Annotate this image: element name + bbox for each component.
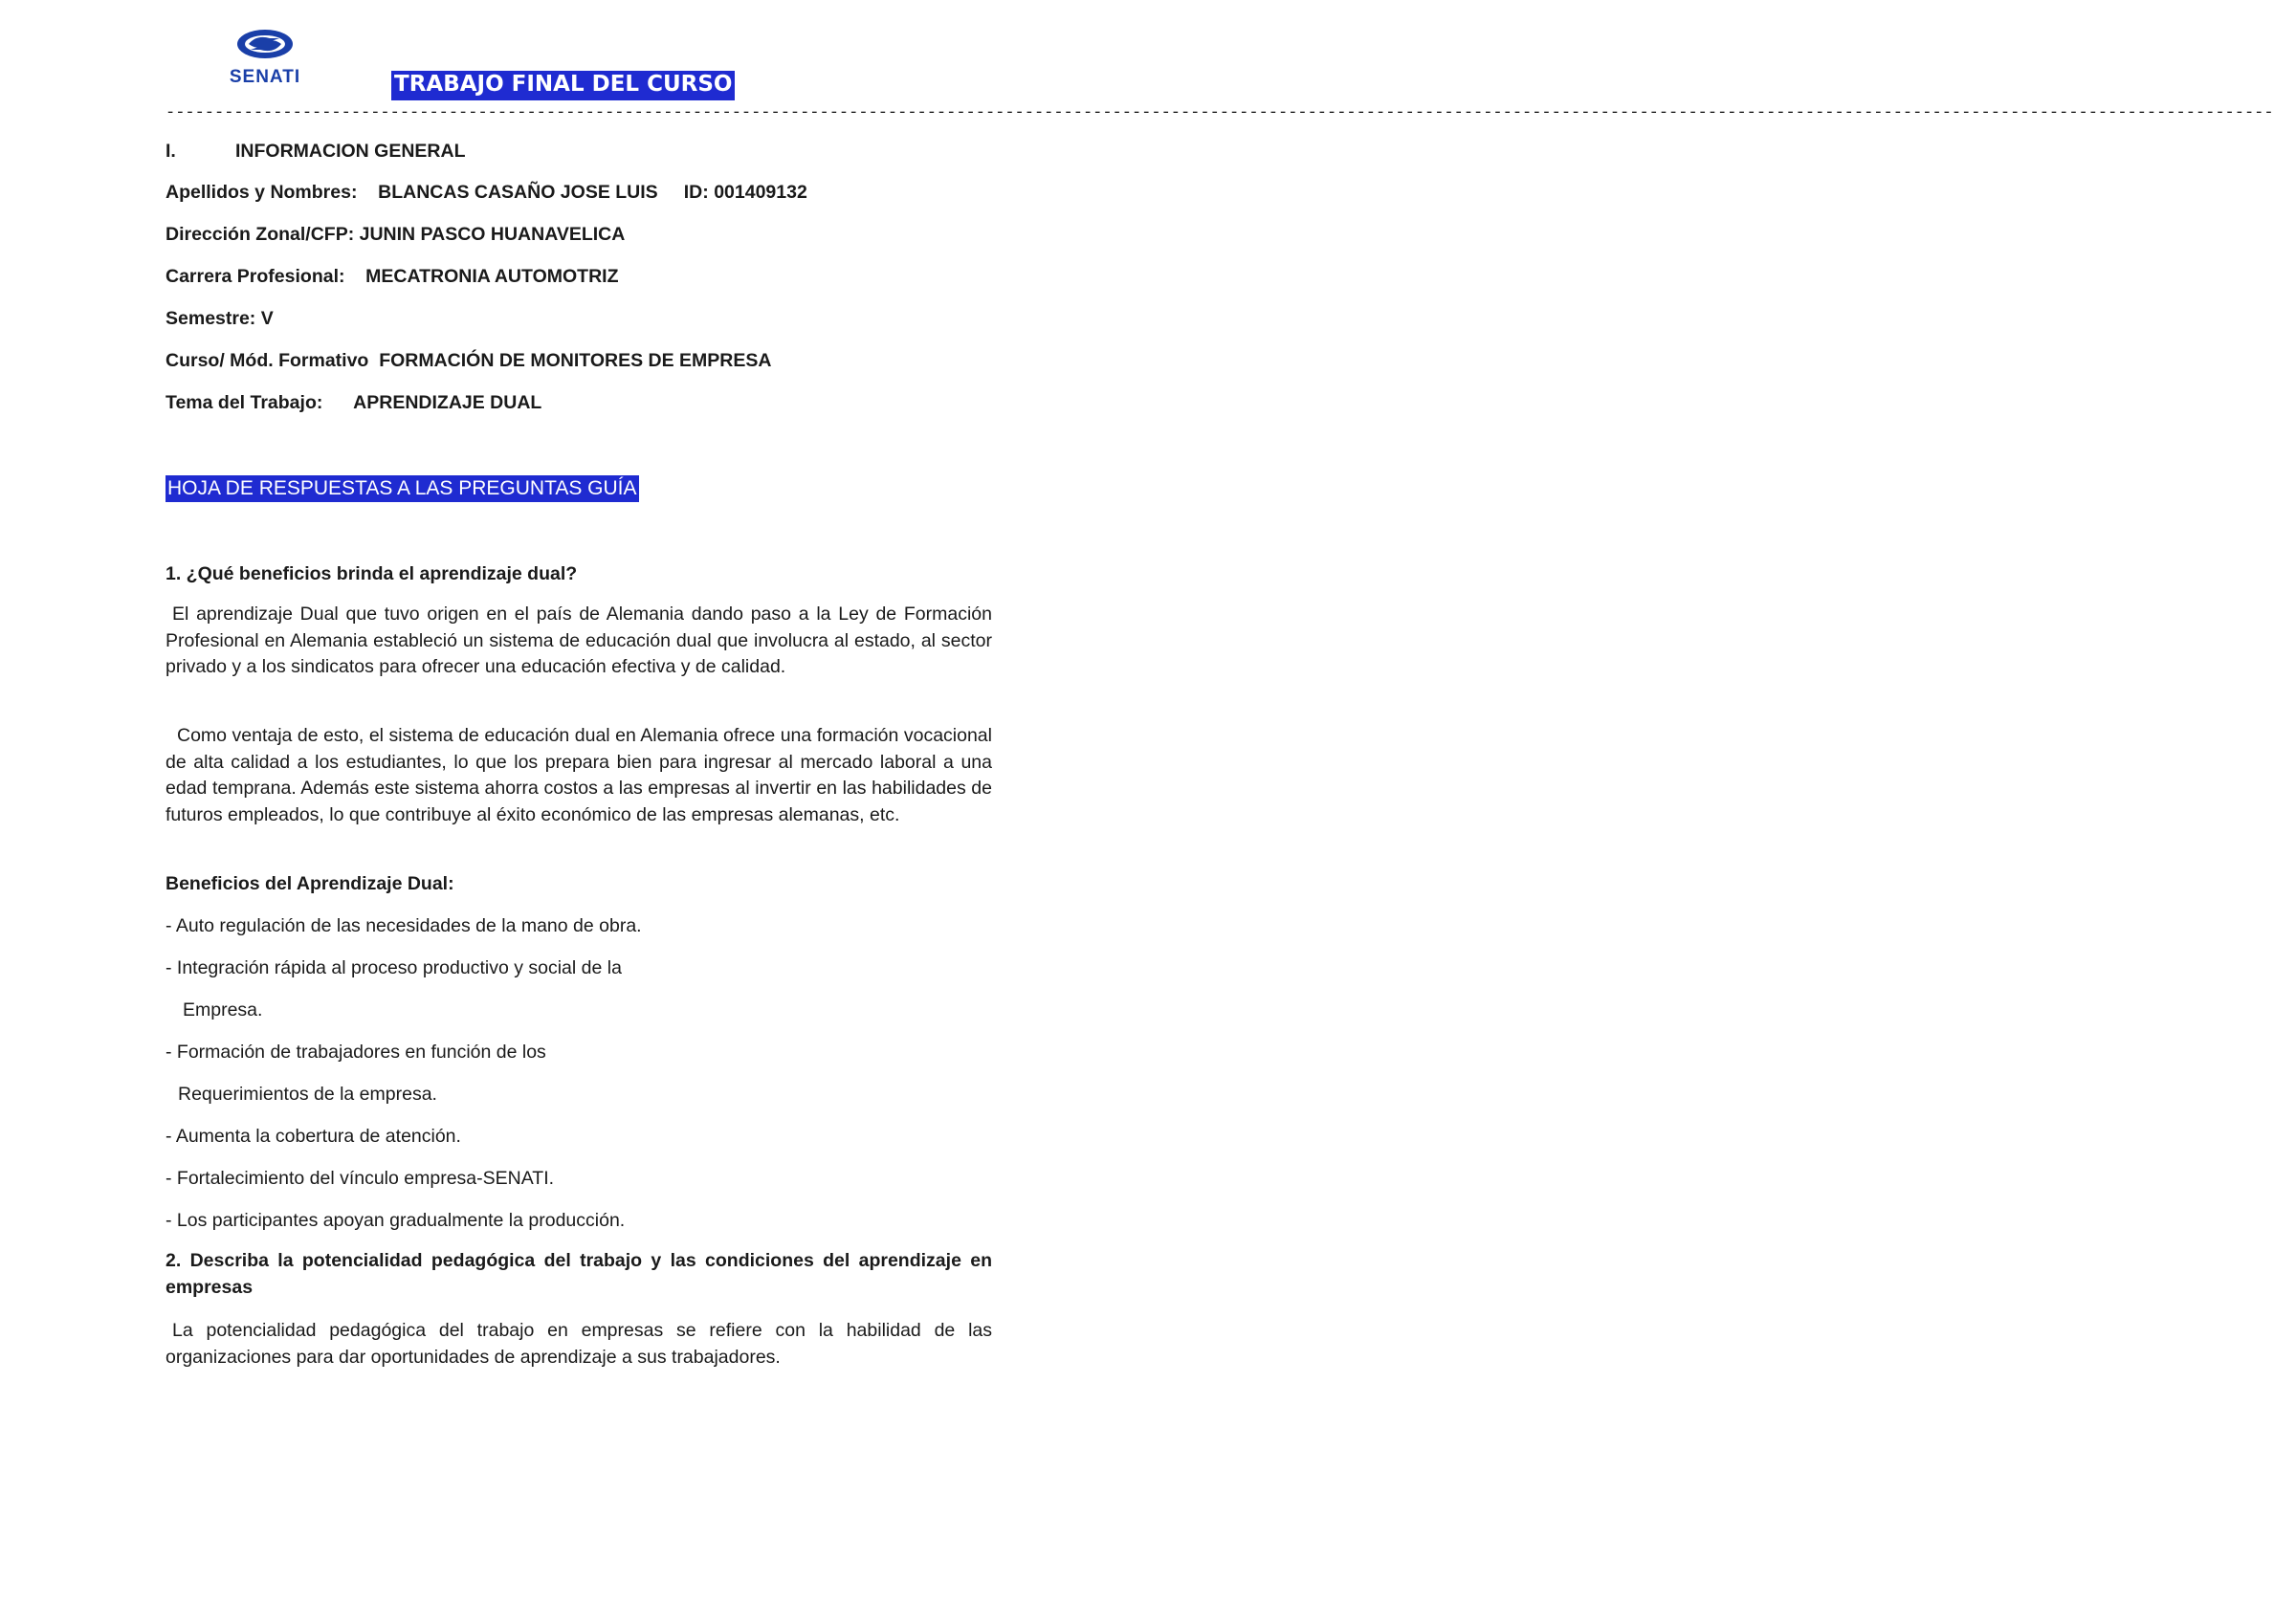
name-row [166, 181, 807, 204]
header-divider: ------------------------------------------------------------------------------------------------------------------------------------------------------------------------------------------------------------------------ [166, 104, 2274, 122]
semester-label: Semestre: [166, 308, 256, 329]
zone-label: Dirección Zonal/CFP: [166, 224, 355, 245]
q1-paragraph-2: Como ventaja de esto, el sistema de educación dual en Alemania ofrece una formación vocacional de alta calidad a los estudiantes, lo que los prepara bien para ingresar al mercado laboral a una edad temprana. Además este sistema ahorra costos a las empresas al invertir en las habilidades de futuros empleados, lo que contribuye al éxito económico de las empresas alemanas, etc. [166, 725, 992, 825]
logo-text: SENATI [229, 67, 301, 87]
zone-row [166, 223, 625, 246]
topic-row [166, 391, 541, 414]
career-value: MECATRONIA AUTOMOTRIZ [365, 266, 619, 287]
section-heading [166, 140, 466, 163]
course-label: Curso/ Mód. Formativo [166, 350, 369, 371]
name-label: Apellidos y Nombres: [166, 182, 358, 203]
answers-heading: HOJA DE RESPUESTAS A LAS PREGUNTAS GUÍA [166, 475, 639, 502]
senati-logo [212, 27, 318, 90]
benefit-item: - Aumenta la cobertura de atención. [166, 1126, 461, 1147]
benefit-item: - Integración rápida al proceso productivo y social de la [166, 957, 622, 978]
benefits-title: Beneficios del Aprendizaje Dual: [166, 873, 454, 894]
career-label: Carrera Profesional: [166, 266, 345, 287]
semester-row [166, 307, 274, 330]
id-label: ID: [683, 182, 709, 203]
senati-emblem-icon [212, 27, 318, 65]
benefit-item: - Formación de trabajadores en función de los [166, 1042, 546, 1063]
benefit-item-continuation: Requerimientos de la empresa. [178, 1084, 437, 1105]
zone-value: JUNIN PASCO HUANAVELICA [359, 224, 626, 245]
question-1: 1. ¿Qué beneficios brinda el aprendizaje dual? [166, 563, 578, 584]
question-2: 2. Describa la potencialidad pedagógica del trabajo y las condiciones del aprendizaje en empresas [166, 1250, 992, 1298]
topic-label: Tema del Trabajo: [166, 392, 323, 413]
q1-paragraph-1: El aprendizaje Dual que tuvo origen en el país de Alemania dando paso a la Ley de Formación Profesional en Alemania estableció un sistema de educación dual que involucra al estado, al sector privado y a los sindicatos para ofrecer una educación efectiva y de calidad. [166, 604, 992, 677]
course-value: FORMACIÓN DE MONITORES DE EMPRESA [379, 350, 772, 371]
career-row [166, 265, 618, 288]
q2-paragraph-1: La potencialidad pedagógica del trabajo en empresas se refiere con la habilidad de las organizaciones para dar oportunidades de aprendizaje a sus trabajadores. [166, 1320, 992, 1368]
section-number: I. [166, 141, 176, 162]
benefit-item: - Auto regulación de las necesidades de la mano de obra. [166, 915, 642, 936]
id-value: 001409132 [714, 182, 807, 203]
course-row [166, 349, 771, 372]
section-title: INFORMACION GENERAL [235, 141, 466, 162]
topic-value: APRENDIZAJE DUAL [353, 392, 542, 413]
document-title: TRABAJO FINAL DEL CURSO [391, 71, 735, 100]
benefit-item: - Los participantes apoyan gradualmente la producción. [166, 1210, 626, 1231]
benefit-item: - Fortalecimiento del vínculo empresa-SENATI. [166, 1168, 555, 1189]
benefit-item-continuation: Empresa. [183, 999, 263, 1020]
semester-value: V [260, 308, 274, 329]
name-value: BLANCAS CASAÑO JOSE LUIS [378, 182, 658, 203]
